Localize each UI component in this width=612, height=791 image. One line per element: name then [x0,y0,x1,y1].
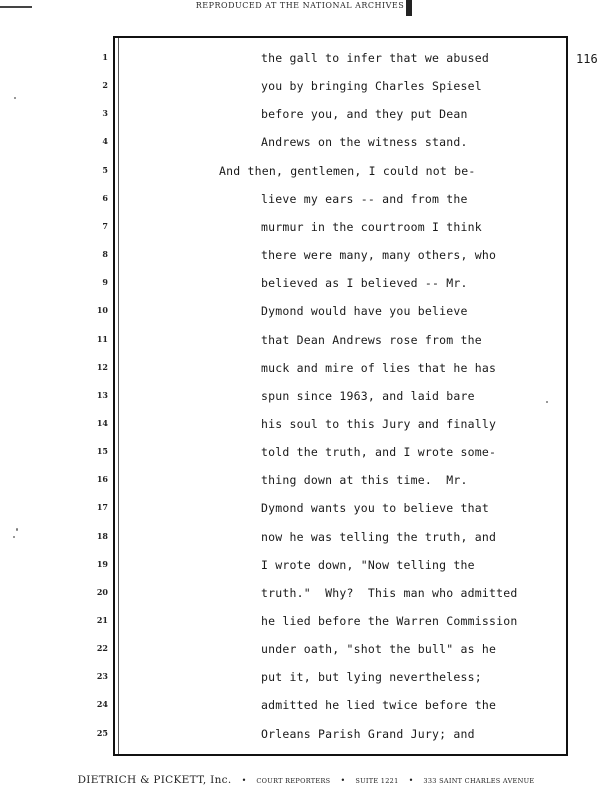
line-number: 20 [96,586,108,597]
transcript-line: now he was telling the truth, and [261,529,497,544]
transcript-line: that Dean Andrews rose from the [261,332,482,347]
line-number: 1 [102,52,108,62]
archive-stamp [0,0,612,14]
transcript-line: there were many, many others, who [261,248,497,263]
transcript-line: put it, but lying nevertheless; [261,670,482,685]
line-number: 11 [96,333,108,344]
transcript-line: Dymond would have you believe [261,304,468,319]
footer-separator-dot: • [408,776,414,785]
transcript-line: Andrews on the witness stand. [261,135,468,150]
scan-speck [546,401,548,403]
line-number: 18 [96,530,108,541]
line-number: 5 [102,164,108,175]
footer-separator-dot: • [241,776,247,785]
line-number: 21 [96,615,108,625]
transcript-line: muck and mire of lies that he has [261,360,497,375]
page-number: 116 [576,52,598,66]
archive-stamp-text: REPRODUCED AT THE NATIONAL ARCHIVES [195,1,405,10]
footer-address: 333 SAINT CHARLES AVENUE [423,777,535,785]
transcript-line: I wrote down, "Now telling the [261,557,475,572]
transcript-line: truth." Why? This man who admitted [261,585,518,600]
transcript-line: And then, gentlemen, I could not be- [219,163,476,178]
line-number: 8 [102,249,108,260]
line-number: 13 [96,389,108,400]
transcript-line: the gall to infer that we abused [261,51,489,65]
transcript-line: his soul to this Jury and finally [261,416,497,431]
line-number: 17 [96,502,108,513]
transcript-line: before you, and they put Dean [261,107,468,122]
line-number: 25 [96,727,108,738]
scan-speck [16,528,18,531]
line-number: 23 [96,671,108,682]
line-number: 10 [96,305,108,316]
transcript-line: admitted he lied twice before the [261,698,497,713]
frame-inner-rule [118,38,119,754]
line-number: 3 [102,108,108,119]
archive-stamp-mark [406,0,412,16]
transcript-line: murmur in the courtroom I think [261,219,482,234]
transcript-line: under oath, "shot the bull" as he [261,642,497,657]
line-number: 19 [96,558,108,569]
transcript-line: Dymond wants you to believe that [261,501,489,516]
scan-speck [13,536,15,538]
footer-suite: SUITE 1221 [355,777,399,785]
transcript-line: told the truth, and I wrote some- [261,445,497,460]
line-number: 12 [96,361,108,372]
line-number: 2 [102,80,108,91]
line-number: 24 [96,699,108,710]
line-number: 4 [102,136,108,147]
transcript-line: lieve my ears -- and from the [261,191,468,206]
line-number: 7 [102,220,108,231]
transcript-line: spun since 1963, and laid bare [261,388,475,403]
line-number: 14 [96,417,108,428]
scan-speck [14,97,16,99]
transcript-line: thing down at this time. Mr. [261,473,468,488]
footer-department: COURT REPORTERS [256,777,331,785]
line-number: 16 [96,474,108,485]
footer-separator-dot: • [340,776,346,785]
line-number: 9 [102,277,108,288]
transcript-line: you by bringing Charles Spiesel [261,79,482,94]
line-number: 6 [102,192,108,203]
transcript-line: Orleans Parish Grand Jury; and [261,726,475,741]
footer-firm: DIETRICH & PICKETT, Inc. [77,774,232,786]
line-number: 15 [96,446,108,457]
transcript-line: he lied before the Warren Commission [261,614,518,628]
footer [0,768,612,787]
line-number: 22 [96,643,108,654]
transcript-line: believed as I believed -- Mr. [261,276,468,291]
